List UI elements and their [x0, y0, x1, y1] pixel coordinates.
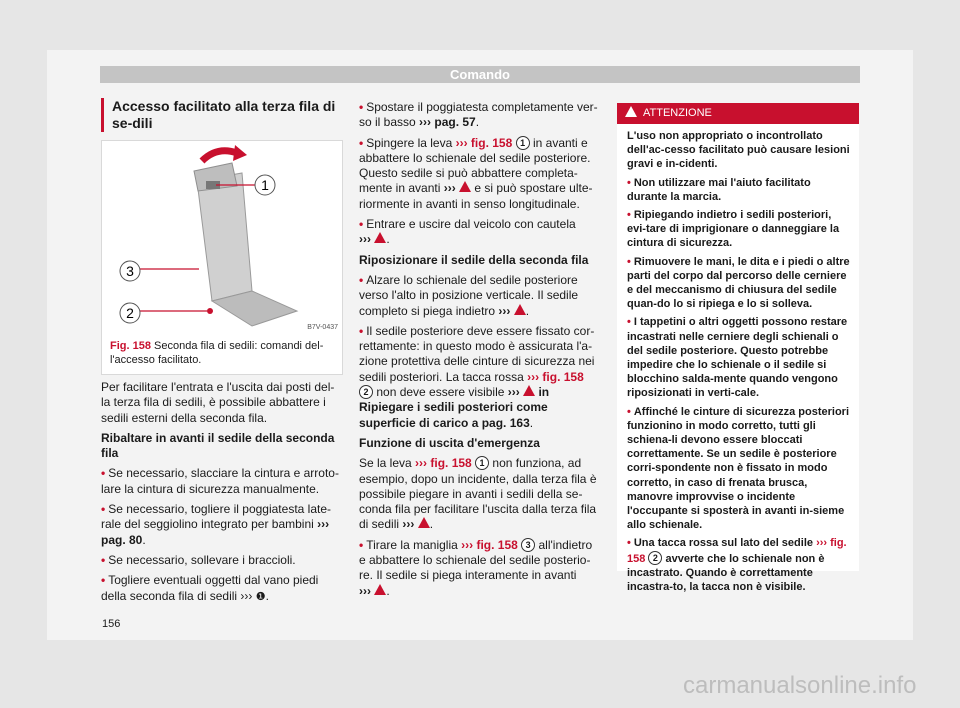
intro-text: Per facilitare l'entrata e l'uscita dai posti del-la terza fila di sedili, è possibile abbattere i sedili esterni della seconda fila.: [101, 380, 335, 425]
list-item: • Entrare e uscire dal veicolo con cautela ››› .: [359, 217, 576, 247]
warning-icon: [523, 385, 535, 396]
number-badge: 1: [516, 136, 530, 150]
page-link[interactable]: ››› pag. 80: [101, 517, 330, 547]
callout-2: 2: [126, 305, 134, 321]
seat-illustration: [102, 141, 342, 331]
warning-item: • Rimuovere le mani, le dita e i piedi o altre parti del corpo dal percorso delle cerniere e del meccanismo di chiusura del sedile quan-do lo si ripiega e lo si solleva.: [627, 255, 850, 311]
number-badge: 3: [521, 538, 535, 552]
watermark: carmanualsonline.info: [683, 672, 917, 699]
list-item: • Se necessario, slacciare la cintura e arroto-lare la cintura di sicurezza manualmente.: [101, 466, 339, 496]
section-title: Accesso facilitato alla terza fila di se-dili: [112, 98, 336, 131]
subheading-restore: Riposizionare il sedile della seconda fila: [359, 252, 589, 267]
warning-box: [617, 103, 859, 594]
info-icon: ❶: [255, 590, 266, 603]
page-header: Comando: [100, 66, 860, 83]
list-item: • Spingere la leva ››› fig. 158 1 in avanti e abbattere lo schienale del sedile posteriore. Questo sedile si può abbattere completa-mente in avanti ››› e si può spostare ulte-riormente in avanti in senso longitudinale.: [359, 135, 593, 211]
warning-icon: [374, 232, 386, 243]
warning-icon: [514, 304, 526, 315]
warning-item: • Affinché le cinture di sicurezza posteriori funzionino in modo corretto, tutti gli schiena-li devono essere bloccati correttamente. Se un sedile è posteriore corri-spondente non è fissato in modo corretto, in caso di frenata brusca, manovre improvvise o incidente l'occupante si sposterà in avanti in-sieme allo schienale.: [627, 405, 850, 532]
figure-link[interactable]: ››› fig. 158: [527, 369, 584, 384]
list-item: • Spostare il poggiatesta completamente ver-so il basso ››› pag. 57.: [359, 100, 598, 130]
warning-item: • Non utilizzare mai l'aiuto facilitato durante la marcia.: [627, 176, 811, 203]
figure-link[interactable]: ››› fig. 158: [461, 537, 518, 552]
list-item: • Tirare la maniglia ››› fig. 158 3 all'indietro e abbattere lo schienale del sedile posterio-re. Il sedile si piega interamente in avanti ››› .: [359, 537, 593, 598]
list-item: • Alzare lo schienale del sedile posteriore verso l'alto in posizione verticale. Il sedile completo si piega indietro ››› .: [359, 272, 579, 318]
page-link[interactable]: ››› pag. 57: [419, 115, 476, 130]
warning-item: • I tappetini o altri oggetti possono restare incastrati nelle cerniere degli schienali o del sedile posteriore. Questo potrebbe impedire che lo schienale o il sedile si blocchino salda-mente quando vengono riposizionati in verti-cale.: [627, 316, 848, 400]
warning-icon: [418, 517, 430, 528]
warning-icon: [374, 584, 386, 595]
figure-code: B7V-0437: [307, 324, 338, 331]
list-item: • Togliere eventuali oggetti dal vano piedi della seconda fila di sedili ››› ❶.: [101, 573, 319, 603]
number-badge: 2: [648, 551, 662, 565]
section-title-box: [101, 98, 352, 132]
warning-header: [617, 103, 859, 124]
warning-body: [617, 124, 859, 594]
figure-caption: [110, 339, 338, 367]
figure-link[interactable]: ››› fig. 158: [415, 456, 472, 471]
callout-3: 3: [126, 263, 134, 279]
figure-link[interactable]: ››› fig. 158: [455, 135, 513, 150]
list-item: • Il sedile posteriore deve essere fissato cor-rettamente: in questo modo è assicurata l'a-zione protettiva delle cinture di sicurezza nei sedili posteriori. La tacca rossa ››› fig. 158 2 non deve essere visibile ››› in Ripiegare i sedili posteriori come superficie di carico a pag. 163.: [359, 323, 595, 430]
callout-1: 1: [261, 177, 269, 193]
left-column: [101, 380, 343, 610]
list-item: • Se necessario, sollevare i braccioli.: [101, 552, 296, 567]
warning-icon: [625, 106, 637, 117]
warning-item: • Ripiegando indietro i sedili posteriori, evi-tare di imprigionare o danneggiare la cintura di sicurezza.: [627, 209, 840, 250]
number-badge: 2: [359, 385, 373, 399]
subheading-emergency: Funzione di uscita d'emergenza: [359, 435, 540, 450]
list-item: • Se necessario, togliere il poggiatesta late-rale del seggiolino integrato per bambini ››› pag. 80.: [101, 502, 331, 547]
warning-icon: [459, 181, 471, 192]
middle-column: [359, 100, 601, 604]
figure-ref: Fig. 158: [110, 340, 151, 352]
figure-caption-text: Seconda fila di sedili: comandi del-l'accesso facilitato.: [110, 340, 324, 366]
warning-title: ATTENZIONE: [643, 107, 712, 119]
page-number: 156: [102, 618, 121, 630]
subheading-fold: Ribaltare in avanti il sedile della seconda fila: [101, 430, 335, 461]
figure-link[interactable]: ››› fig. 158: [627, 537, 847, 565]
warning-item: • Una tacca rossa sul lato del sedile ››› fig. 158 2 avverte che lo schienale non è incastrato. Quando è correttamente incastra-to, la tacca non è visibile.: [627, 537, 847, 594]
emergency-text: Se la leva ››› fig. 158 1 non funziona, ad esempio, dopo un incidente, dalla terza fila è possibile piegare in avanti i sedili della se-conda fila per facilitare l'uscita dalla terza fila di sedili ››› .: [359, 456, 597, 532]
page-link[interactable]: in Ripiegare i sedili posteriori come superficie di carico a pag. 163: [359, 385, 550, 430]
number-badge: 1: [475, 456, 489, 470]
warning-intro: L'uso non appropriato o incontrollato dell'ac-cesso facilitato può causare lesioni gravi e in-cidenti.: [627, 130, 850, 171]
